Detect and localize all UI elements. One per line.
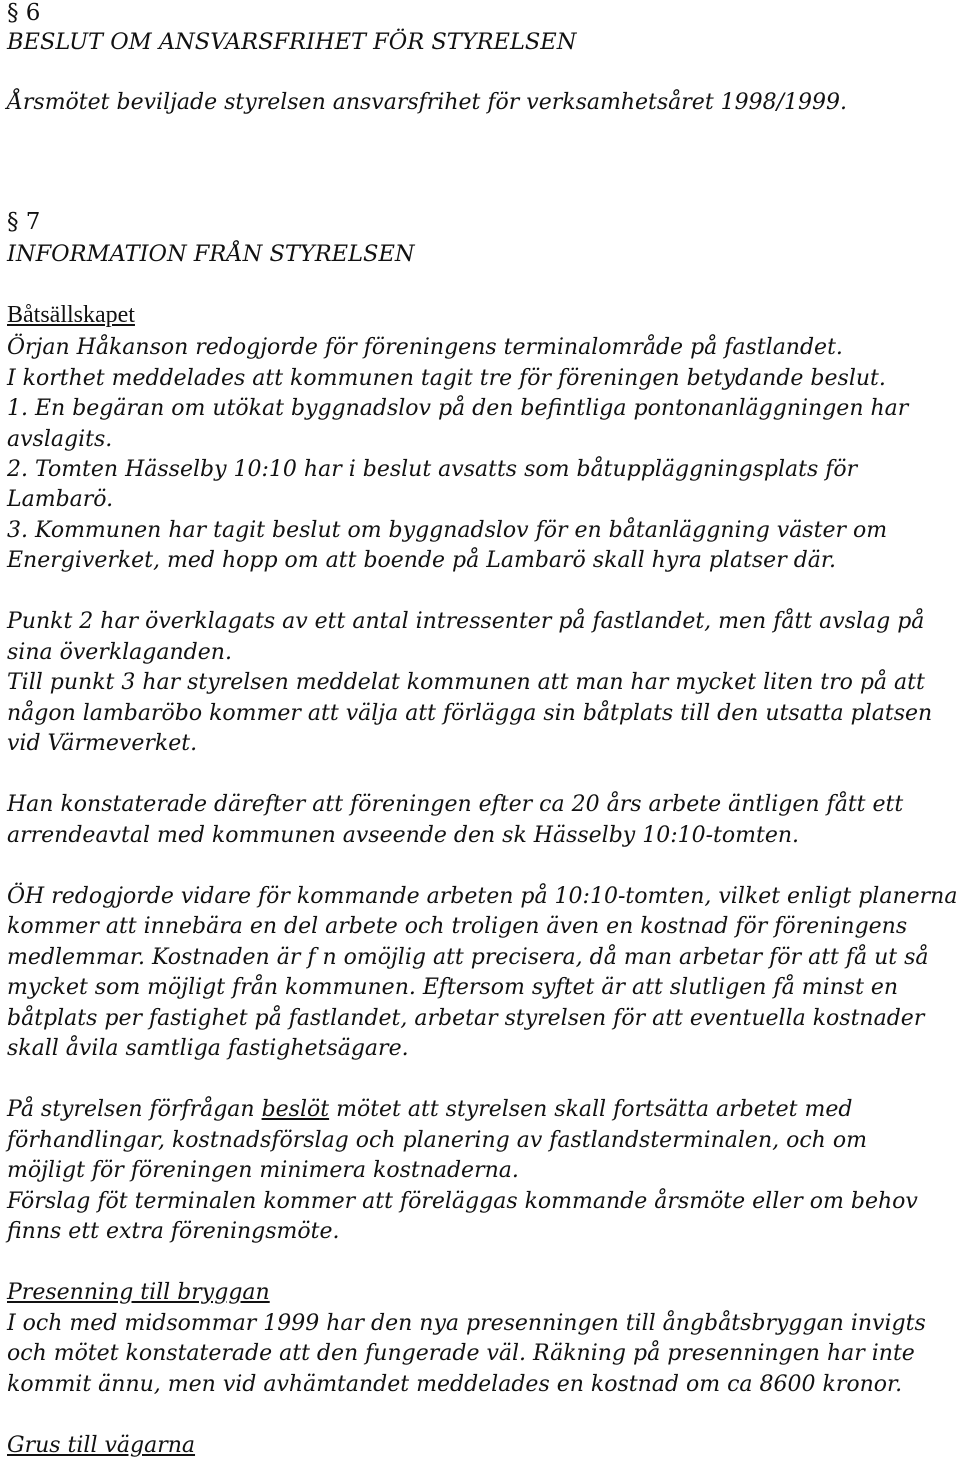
decision-underlined: beslöt [261,1097,330,1122]
presenning-line-3: kommit ännu, men vid avhämtandet meddelades en kostnad om ca 8600 kronor. [7,1372,903,1397]
text-line: sina överklaganden. [7,640,232,665]
presenning-line-1-post: har den nya presenningen till ångbåtsbryggan invigts [319,1311,926,1336]
text-line: någon lambaröbo kommer att välja att förlägga sin båtplats till den utsatta platsen [7,701,933,726]
text-line: vid Värmeverket. [7,731,198,756]
presenning-line-1 [7,1309,926,1339]
decision-post: mötet att styrelsen skall fortsätta arbetet med [329,1097,853,1122]
presenning-heading: Presenning till bryggan [7,1280,270,1305]
text-line: medlemmar. Kostnaden är f n omöjlig att precisera, då man arbetar för att få ut så [7,945,929,970]
presenning-line-1-pre: I och med midsommar [7,1311,264,1336]
text-line: förhandlingar, kostnadsförslag och planering av fastlandsterminalen, och om [7,1128,867,1153]
text-line: kommer att innebära en del arbete och troligen även en kostnad för föreningens [7,914,908,939]
text-line: Till punkt 3 har styrelsen meddelat kommunen att man har mycket liten tro på att [7,670,925,695]
section-6-number: § 6 [7,0,41,26]
grus-heading: Grus till vägarna [7,1433,196,1458]
decision-pre: På styrelsen förfrågan [7,1097,262,1122]
presenning-year: 1999 [263,1311,320,1336]
text-line: Förslag föt terminalen kommer att föreläggas kommande årsmöte eller om behov [7,1189,918,1214]
batsallskapet-heading: Båtsällskapet [7,302,135,328]
text-line: båtplats per fastighet på fastlandet, arbetar styrelsen för att eventuella kostnader [7,1006,925,1031]
text-line: Energiverket, med hopp om att boende på Lambarö skall hyra platser där. [7,548,837,573]
text-line: Lambarö. [7,487,114,512]
text-line: 2. Tomten Hässelby 10:10 har i beslut avsatts som båtuppläggningsplats för [7,457,858,482]
presenning-line-2: och mötet konstaterade att den fungerade väl. Räkning på presenningen har inte [7,1341,915,1366]
text-line: skall åvila samtliga fastighetsägare. [7,1036,409,1061]
text-line: avslagits. [7,427,113,452]
text-line: Punkt 2 har överklagats av ett antal intressenter på fastlandet, men fått avslag på [7,609,925,634]
text-line: 1. En begäran om utökat byggnadslov på den befintliga pontonanläggningen har [7,396,909,421]
text-line: Han konstaterade därefter att föreningen efter ca 20 års arbete äntligen fått ett [7,792,904,817]
text-line: finns ett extra föreningsmöte. [7,1219,340,1244]
text-line: Örjan Håkanson redogjorde för föreningens terminalområde på fastlandet. [7,335,843,360]
text-line: arrendeavtal med kommunen avseende den sk Hässelby 10:10-tomten. [7,823,800,848]
text-line: mycket som möjligt från kommunen. Eftersom syftet är att slutligen få minst en [7,975,899,1000]
text-line: möjligt för föreningen minimera kostnaderna. [7,1158,519,1183]
text-line: ÖH redogjorde vidare för kommande arbeten på 10:10-tomten, vilket enligt planerna [7,884,958,909]
decision-line [7,1095,852,1125]
section-6-title: BESLUT OM ANSVARSFRIHET FÖR STYRELSEN [7,29,577,55]
section-6-text: Årsmötet beviljade styrelsen ansvarsfrihet för verksamhetsåret 1998/1999. [7,90,848,115]
section-7-number: § 7 [7,209,41,235]
section-7-title: INFORMATION FRÅN STYRELSEN [7,241,415,267]
text-line: I korthet meddelades att kommunen tagit tre för föreningen betydande beslut. [7,366,886,391]
text-line: 3. Kommunen har tagit beslut om byggnadslov för en båtanläggning väster om [7,518,888,543]
